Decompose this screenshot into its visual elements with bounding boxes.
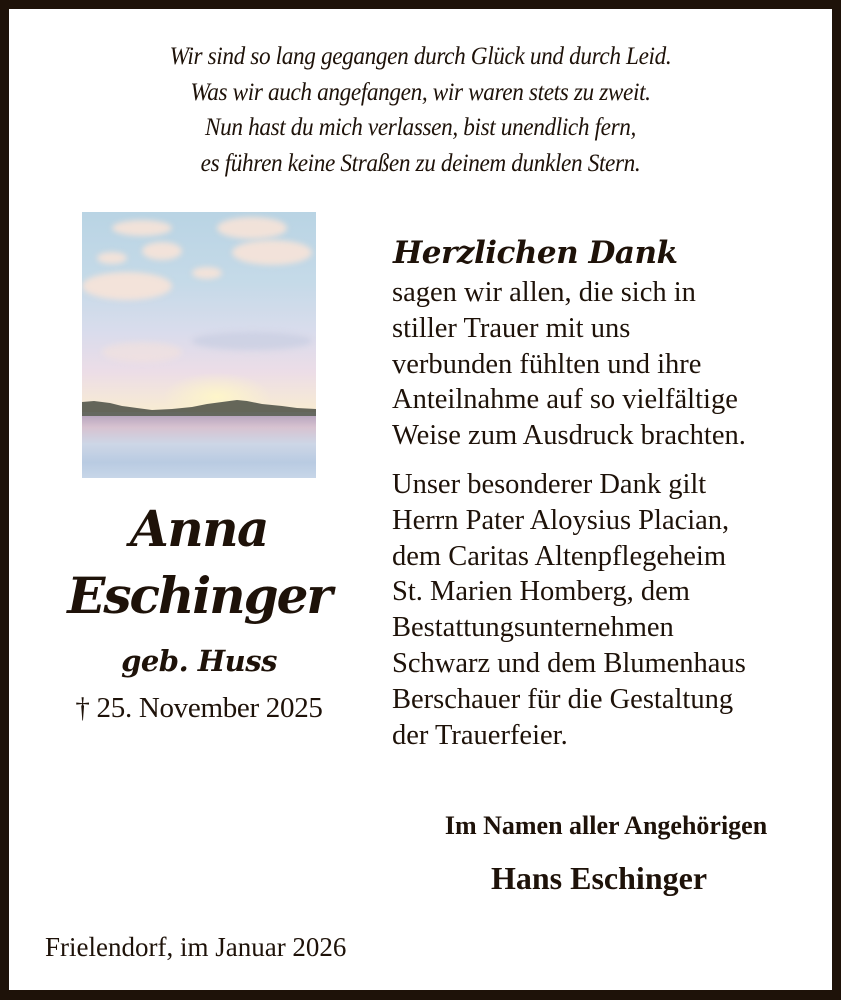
maiden-name: geb. Huss	[121, 644, 277, 678]
poem-line: Wir sind so lang gegangen durch Glück und durch Leid.	[169, 43, 672, 70]
cloud	[97, 252, 127, 264]
text-line: Bestattungsunternehmen	[392, 612, 674, 644]
text-line: Unser besonderer Dank gilt	[392, 468, 707, 500]
cloud	[142, 242, 182, 260]
poem-line: Was wir auch angefangen, wir waren stets zu zweit.	[190, 78, 651, 106]
obituary-card	[9, 9, 832, 990]
cloud	[192, 332, 312, 350]
thanks-paragraph-1	[392, 275, 821, 454]
thanks-paragraph-2	[392, 467, 821, 753]
text-line: Weise zum Ausdruck brachten.	[392, 420, 746, 452]
sunset-lake-image	[82, 212, 316, 478]
text-line: stiller Trauer mit uns	[392, 312, 631, 344]
cloud	[217, 217, 287, 239]
text-line: der Trauerfeier.	[392, 719, 568, 751]
deceased-last-name: Eschinger	[67, 566, 331, 625]
cloud	[112, 220, 172, 236]
text-line: verbunden fühlten und ihre	[392, 348, 702, 380]
text-line: Berschauer für die Gestaltung	[392, 683, 734, 715]
text-line: Anteilnahme auf so vielfältige	[392, 384, 738, 416]
thanks-title: Herzlichen Dank	[393, 235, 678, 271]
cloud	[192, 267, 222, 279]
text-line: dem Caritas Altenpflegeheim	[392, 540, 726, 572]
poem-line: Nun hast du mich verlassen, bist unendlich fern,	[205, 114, 636, 141]
text-line: sagen wir allen, die sich in	[392, 277, 696, 308]
poem-line: es führen keine Straßen zu deinem dunklen Stern.	[200, 149, 641, 177]
text-line: Schwarz und dem Blumenhaus	[392, 647, 746, 679]
deceased-first-name: Anna	[130, 499, 268, 558]
place-date: Frielendorf, im Januar 2026	[45, 932, 347, 962]
cloud	[102, 342, 182, 362]
signoff-label: Im Namen aller Angehörigen	[444, 811, 768, 840]
text-line: St. Marien Homberg, dem	[392, 576, 690, 608]
death-date: † 25. November 2025	[75, 692, 323, 724]
treeline-silhouette	[82, 398, 316, 416]
signoff-name: Hans Eschinger	[490, 860, 708, 896]
text-line: Herrn Pater Aloysius Placian,	[392, 504, 730, 536]
lake-water	[82, 416, 316, 478]
poem	[38, 39, 803, 181]
cloud	[232, 240, 312, 265]
thanks-section	[391, 231, 821, 753]
cloud	[82, 272, 172, 300]
